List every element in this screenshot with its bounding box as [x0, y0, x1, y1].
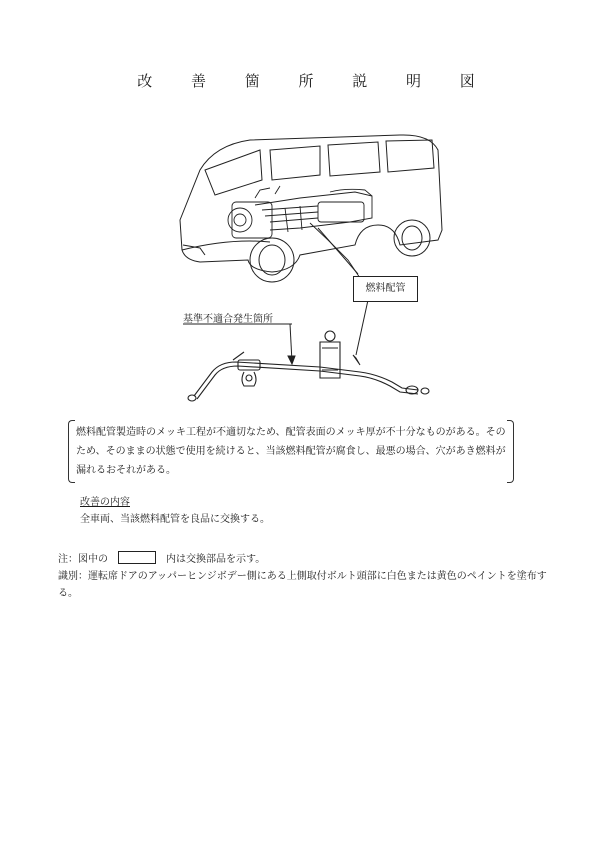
defect-description [68, 420, 514, 483]
defect-description-text: 燃料配管製造時のメッキ工程が不適切なため、配管表面のメッキ厚が不十分なものがある。そのため、そのままの状態で使用を続けると、当該燃料配管が腐食し、最悪の場合、穴があき燃料が漏れるおそれがある。 [76, 427, 506, 476]
legend-note [58, 550, 265, 565]
improvement-heading: 改善の内容 [80, 497, 130, 508]
fuel-pipe-label: 燃料配管 [353, 276, 418, 302]
diagram-area [0, 110, 612, 410]
van-illustration [180, 135, 442, 282]
page-title: 改 善 箇 所 説 明 図 [137, 72, 492, 90]
leader-line-pipe [356, 300, 368, 355]
legend-box-symbol [118, 551, 156, 564]
legend-note-prefix: 注：図中の [58, 554, 108, 565]
legend-note-suffix: 内は交換部品を示す。 [166, 554, 266, 565]
identification-note: 識別：運転席ドアのアッパーヒンジボデー側にある上側取付ボルト頭部に白色または黄色のペイントを塗布する。 [58, 571, 547, 599]
improvement-body: 全車両、当該燃料配管を良品に交換する。 [80, 514, 270, 525]
diagram-svg [0, 110, 612, 410]
fuel-pipe-drawing [188, 331, 429, 401]
nonconforming-location-label: 基準不適合発生箇所 [183, 314, 273, 325]
